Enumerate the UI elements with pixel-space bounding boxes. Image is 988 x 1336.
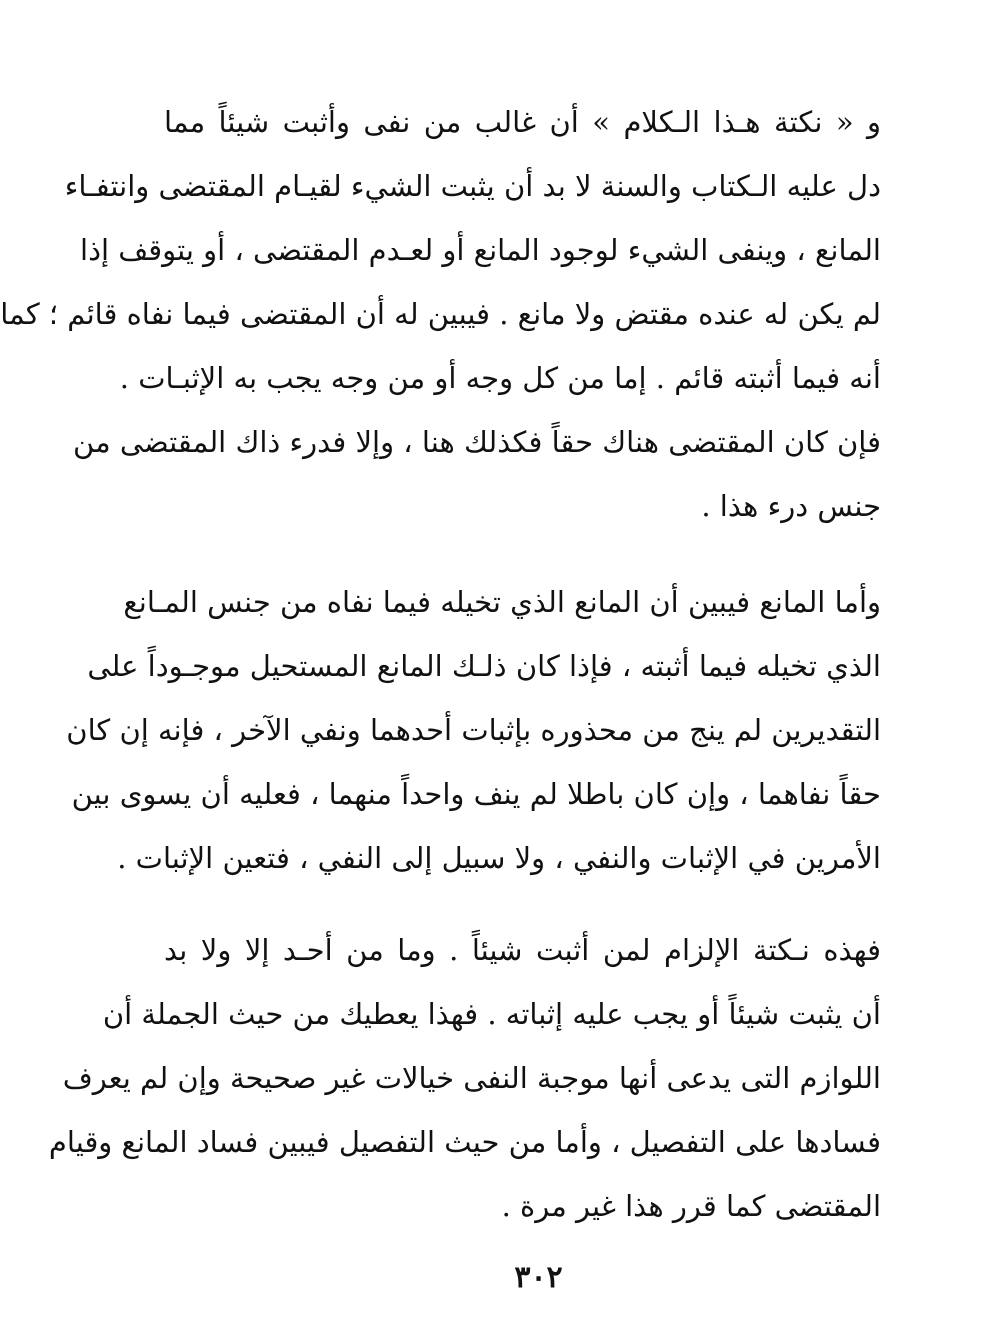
- text-line: جنس درء هذا .: [701, 489, 881, 523]
- text-line: فإن كان المقتضى هناك حقاً فكذلك هنا ، وإلا فدرء ذاك المقتضى من: [73, 425, 881, 459]
- text-line: المقتضى كما قرر هذا غير مرة .: [501, 1189, 881, 1223]
- text-line: لم يكن له عنده مقتض ولا مانع . فيبين له أن المقتضى فيما نفاه قائم ؛ كما: [0, 297, 881, 331]
- text-line: المانع ، وينفى الشيء لوجود المانع أو لعـدم المقتضى ، أو يتوقف إذا: [80, 233, 881, 267]
- text-line: أن يثبت شيئاً أو يجب عليه إثباته . فهذا يعطيك من حيث الجملة أن: [102, 997, 881, 1031]
- text-line: اللوازم التى يدعى أنها موجبة النفى خيالات غير صحيحة وإن لم يعرف: [62, 1061, 881, 1095]
- text-line: و « نكتة هـذا الـكلام » أن غالب من نفى وأثبت شيئاً مما: [164, 105, 881, 139]
- text-line: التقديرين لم ينج من محذوره بإثبات أحدهما ونفي الآخر ، فإنه إن كان: [66, 713, 881, 747]
- paragraph-2: [66, 570, 881, 890]
- page-number: ٣٠٢: [514, 1260, 563, 1295]
- text-line: فهذه نـكتة الإلزام لمن أثبت شيئاً . وما من أحـد إلا ولا بد: [164, 933, 881, 967]
- paragraph-3: [48, 918, 881, 1238]
- text-line: فسادها على التفصيل ، وأما من حيث التفصيل فيبين فساد المانع وقيام: [48, 1125, 881, 1159]
- text-line: حقاً نفاهما ، وإن كان باطلا لم ينف واحداً منهما ، فعليه أن يسوى بين: [71, 777, 881, 811]
- text-line: وأما المانع فيبين أن المانع الذي تخيله فيما نفاه من جنس المـانع: [123, 585, 881, 619]
- paragraph-1: [0, 90, 881, 538]
- text-line: دل عليه الـكتاب والسنة لا بد أن يثبت الشيء لقيـام المقتضى وانتفـاء: [64, 169, 881, 203]
- text-line: الذي تخيله فيما أثبته ، فإذا كان ذلـك المانع المستحيل موجـوداً على: [87, 649, 881, 683]
- text-line: أنه فيما أثبته قائم . إما من كل وجه أو من وجه يجب به الإثبـات .: [119, 361, 881, 395]
- text-line: الأمرين في الإثبات والنفي ، ولا سبيل إلى النفي ، فتعين الإثبات .: [117, 841, 881, 875]
